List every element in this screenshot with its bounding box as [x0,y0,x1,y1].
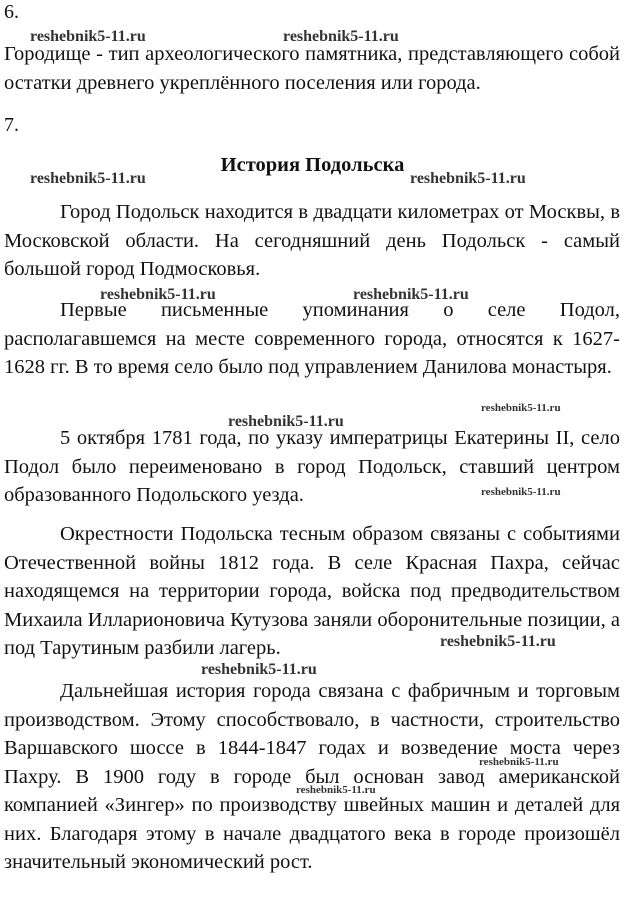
watermark: reshebnik5-11.ru [479,756,559,768]
essay-paragraph-5: Дальнейшая история города связана с фабричным и торговым производством. Этому способствовало, в частности, строительство Варшавского шоссе в 1844-1847 годах и возведение моста через Пахру. В 1900 году в городе был основан завод американской компанией «Зингер» по производству швейных машин и деталей для них. Благодаря этому в начале двадцатого века в городе произошёл значительный экономический рост. [4,680,620,873]
watermark: reshebnik5-11.ru [481,486,561,498]
watermark: reshebnik5-11.ru [30,170,146,187]
essay-paragraph-4: Окрестности Подольска тесным образом связаны с событиями Отечественной войны 1812 года. В селе Красная Пахра, сейчас находящемся на территории города, войска под предводительством Михаила Илларионовича Кутузова заняли оборонительные позиции, а под Тарутиным разбили лагерь. [4,523,620,659]
watermark: reshebnik5-11.ru [100,286,216,303]
essay-paragraph-1: Город Подольск находится в двадцати километрах от Москвы, в Московской области. На сегодняшний день Подольск - самый большой город Подмосковья. [4,201,620,280]
watermark: reshebnik5-11.ru [283,28,399,45]
watermark: reshebnik5-11.ru [30,28,146,45]
essay-paragraph-2: Первые письменные упоминания о селе Подол, располагавшемся на месте современного города, относятся к 1627-1628 гг. В то время село было под управлением Данилова монастыря. [4,299,620,378]
essay-paragraph-3: 5 октября 1781 года, по указу императрицы Екатерины II, село Подол было переименовано в город Подольск, ставший центром образованного Подольского уезда. [4,427,620,506]
watermark: reshebnik5-11.ru [296,784,376,796]
watermark: reshebnik5-11.ru [201,661,317,678]
answer-6-text: Городище - тип археологического памятника, представляющего собой остатки древнего укреплённого поселения или города. [4,43,620,94]
watermark: reshebnik5-11.ru [353,286,469,303]
watermark: reshebnik5-11.ru [228,413,344,430]
watermark: reshebnik5-11.ru [440,633,556,650]
item-number-7: 7. [4,114,19,136]
essay-title: История Подольска [220,154,405,176]
watermark: reshebnik5-11.ru [481,402,561,414]
watermark: reshebnik5-11.ru [410,170,526,187]
item-number-6: 6. [4,1,19,23]
